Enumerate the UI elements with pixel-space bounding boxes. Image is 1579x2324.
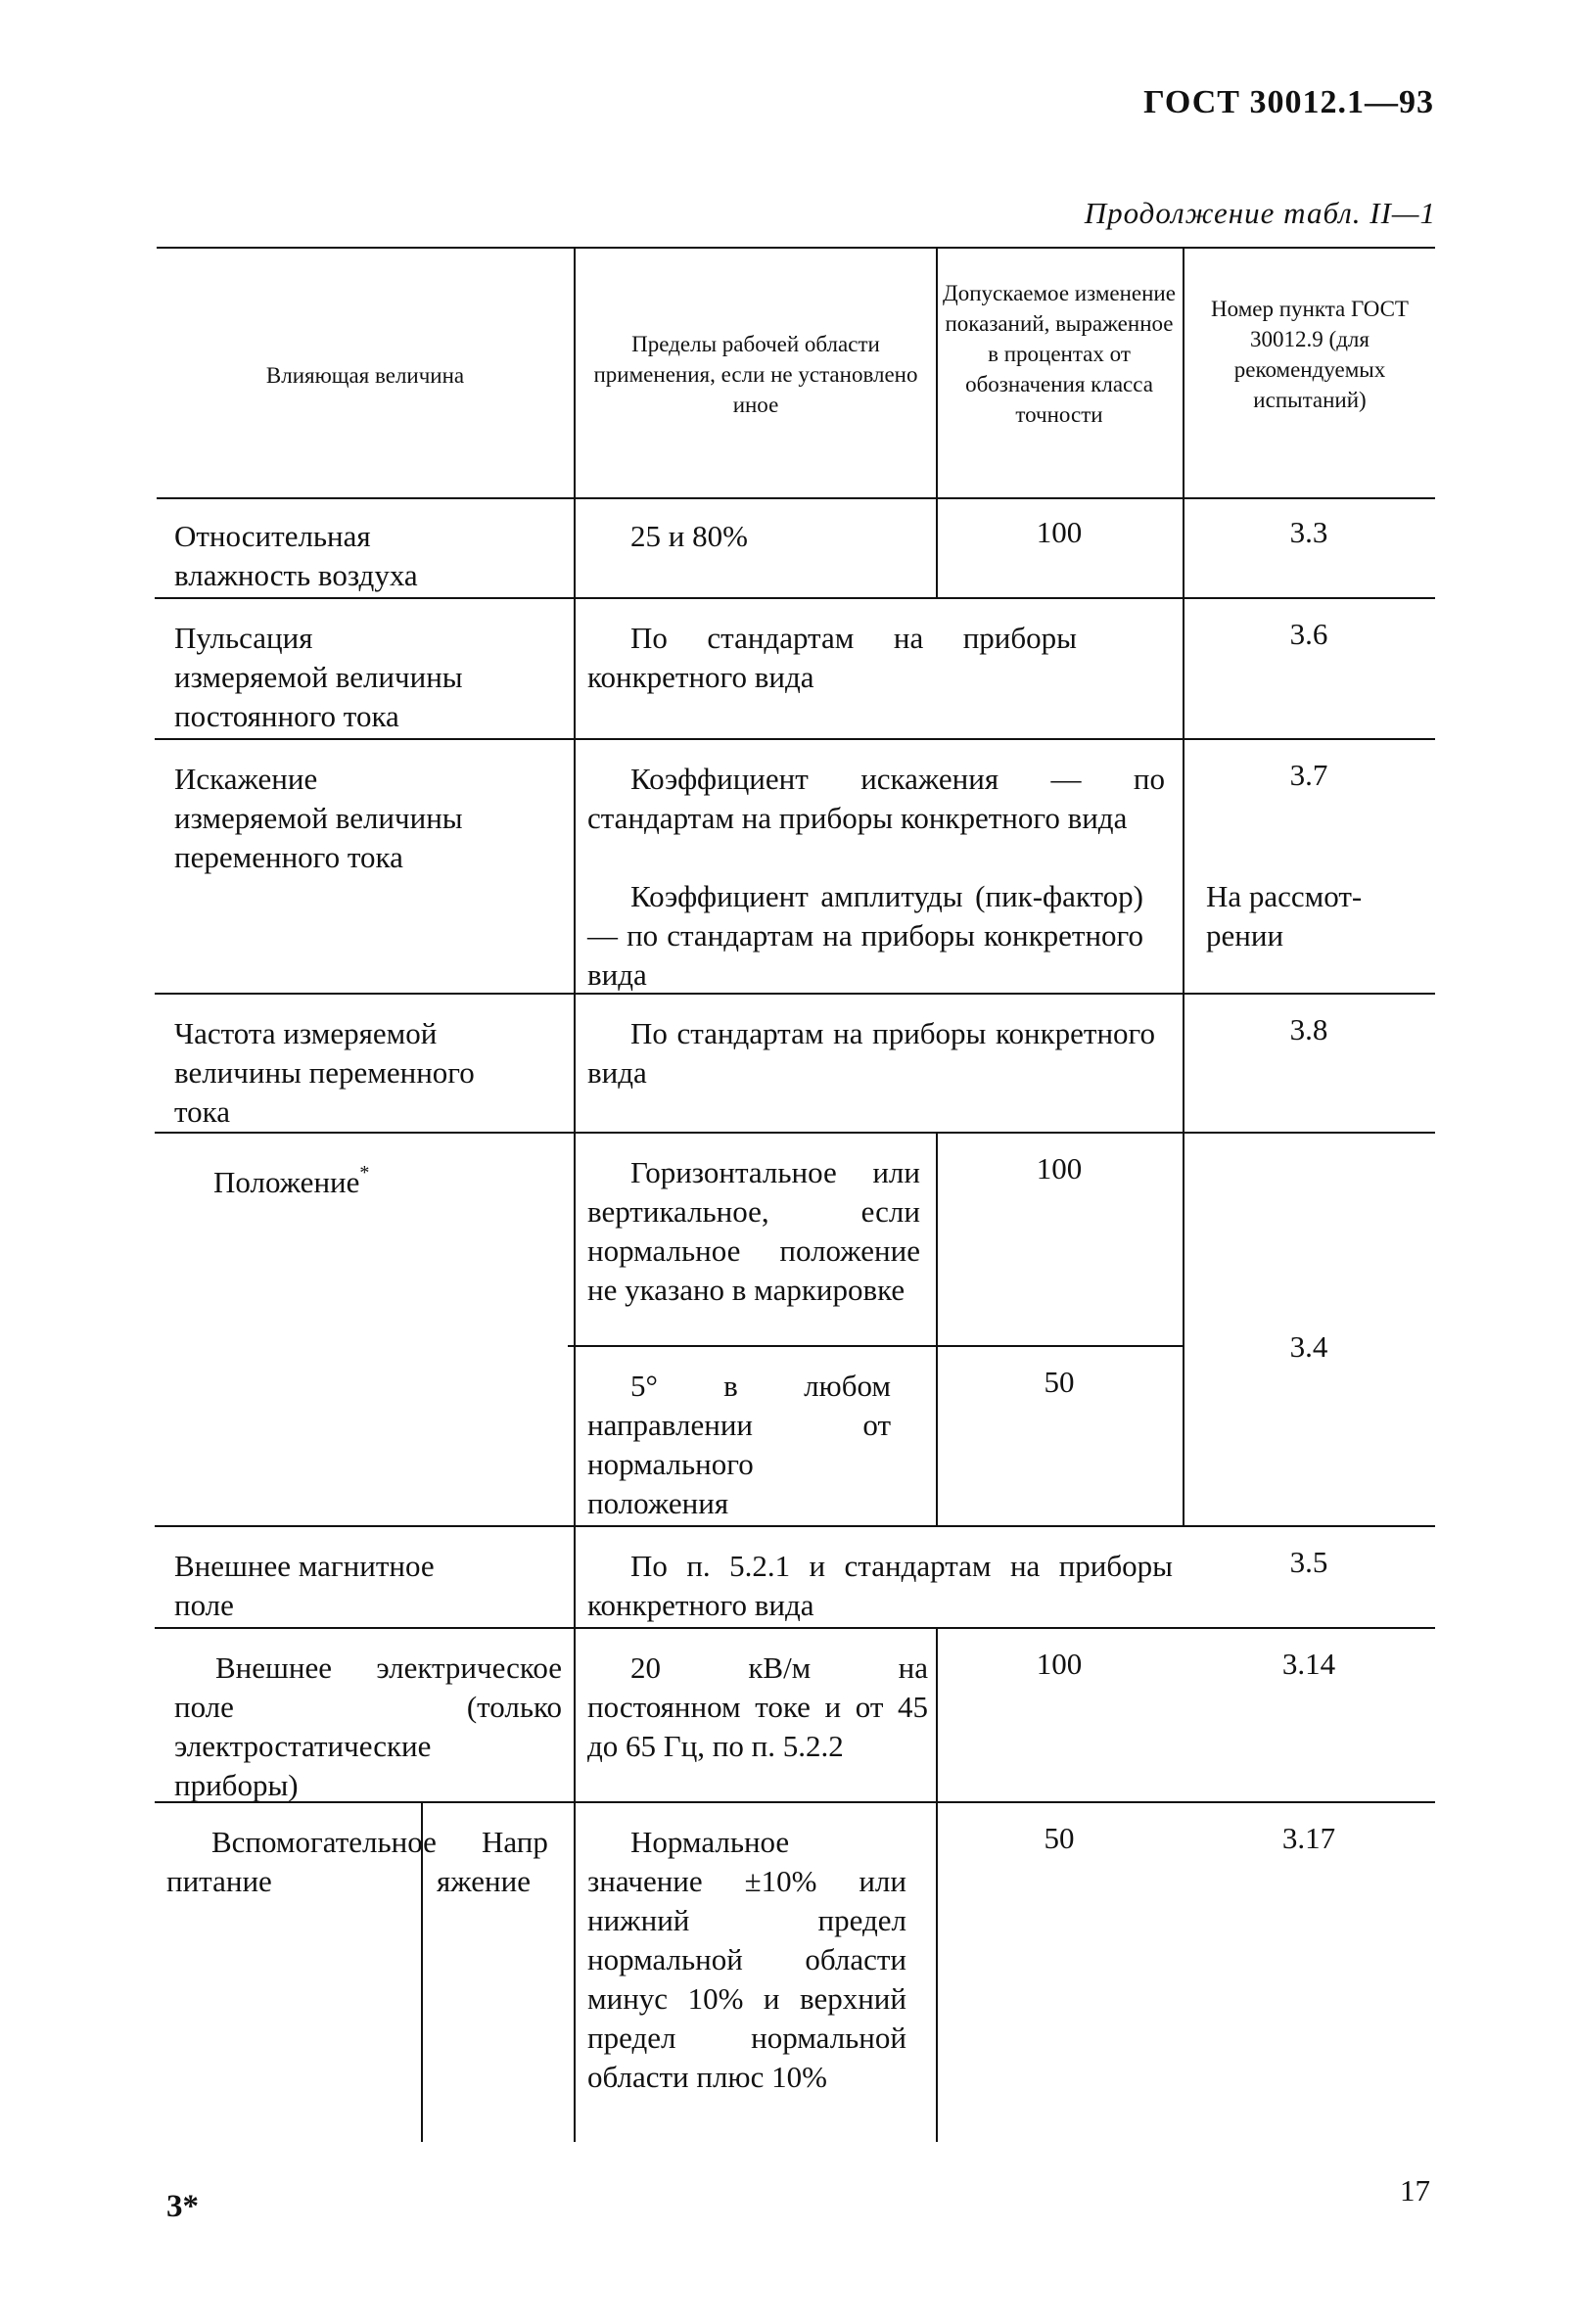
table-row-change: 50	[1044, 1821, 1075, 1855]
table-rule-header-bottom	[157, 497, 1435, 499]
table-rule	[568, 1345, 1183, 1347]
table-row-quantity: Внешнее электрическое поле (только электростатические приборы)	[174, 1650, 562, 1802]
table-rule	[155, 1525, 1435, 1527]
table-row-quantity	[213, 1153, 566, 1202]
table-row-clause: 3.17	[1281, 1821, 1336, 1855]
table-rule-vertical	[574, 247, 576, 2142]
table-row-quantity: Пульсация измеряемой величины постоянного тока	[174, 621, 463, 733]
table-row-limits: 5° в любом направлении от нормального положения	[587, 1369, 891, 1520]
page-number: 17	[1400, 2173, 1430, 2208]
table-row-change: 100	[1036, 1151, 1083, 1185]
table-row-clause: 3.3	[1289, 515, 1328, 549]
table-rule	[155, 597, 1435, 599]
table-row-limits: По стандартам на приборы конкретного вида	[587, 1016, 1155, 1090]
table-rule-top	[157, 247, 1435, 249]
table-rule-vertical	[936, 1627, 938, 2142]
footnote-marker: *	[359, 1162, 370, 1184]
table-rule	[155, 1627, 1435, 1629]
table-rule-vertical	[1183, 247, 1184, 1525]
table-row-change: 100	[1036, 515, 1083, 549]
table-row-quantity: Относительная влажность воздуха	[174, 519, 418, 592]
table-row-limits: По п. 5.2.1 и стандартам на приборы конкретного вида	[587, 1549, 1173, 1622]
table-row-clause: 3.6	[1289, 617, 1328, 651]
table-row-quantity: Искажение измеряемой величины переменного тока	[174, 762, 463, 874]
header-operating-limits: Пределы рабочей области применения, если не установлено иное	[593, 332, 918, 417]
table-row-change: 100	[1036, 1647, 1083, 1681]
table-row-quantity-text: Положение	[213, 1165, 360, 1199]
table-rule	[155, 1132, 1435, 1134]
table-row-limits: По стандартам на приборы конкретного вида	[587, 621, 1077, 694]
table-row-clause: 3.14	[1281, 1647, 1336, 1681]
table-row-quantity: Вспомогательное питание	[166, 1825, 437, 1898]
table-row-limits: Горизонтальное или вертикальное, если нормальное положение не указано в маркировке	[587, 1155, 920, 1307]
table-row-clause: 3.7	[1289, 758, 1328, 792]
document-number: ГОСТ 30012.1—93	[1143, 84, 1434, 120]
table-row-subquantity: Напряжение	[437, 1825, 548, 1898]
table-row-limits: Коэффициент искажения — по стандартам на приборы конкретного вида	[587, 762, 1165, 835]
table-row-clause: 3.5	[1289, 1545, 1328, 1579]
table-rule-vertical	[936, 1132, 938, 1525]
table-row-quantity: Частота измеряемой величины переменного тока	[174, 1016, 475, 1129]
table-rule-vertical	[936, 247, 938, 599]
table-row-clause: 3.8	[1289, 1012, 1328, 1046]
table-row-clause: 3.4	[1289, 1329, 1328, 1364]
table-row-limits: Коэффициент амплитуды (пик-фактор) — по стандартам на приборы конкретного вида	[587, 879, 1143, 992]
table-row-limits: 20 кВ/м на постоянном токе и от 45 до 65 Гц, по п. 5.2.2	[587, 1650, 928, 1763]
table-rule	[155, 738, 1435, 740]
table-row-change: 50	[1044, 1365, 1075, 1399]
header-permissible-change: Допускаемое изменение показаний, выраженное в процентах от обозначения класса точности	[943, 281, 1176, 427]
table-row-limits: 25 и 80%	[630, 519, 748, 553]
sheet-mark: 3*	[166, 2189, 199, 2224]
header-clause-number: Номер пункта ГОСТ 30012.9 (для рекомендуемых испытаний)	[1211, 297, 1409, 412]
table-row-limits: Нормальное значение ±10% или нижний предел нормальной области минус 10% и верхний предел нормальной области плюс 10%	[587, 1825, 906, 2094]
header-influencing-quantity: Влияющая величина	[265, 363, 465, 388]
table-row-quantity: Внешнее магнитное поле	[174, 1549, 435, 1622]
table-continuation-caption: Продолжение табл. II—1	[1084, 196, 1436, 230]
table-row-clause: На рассмот- рении	[1206, 879, 1363, 953]
